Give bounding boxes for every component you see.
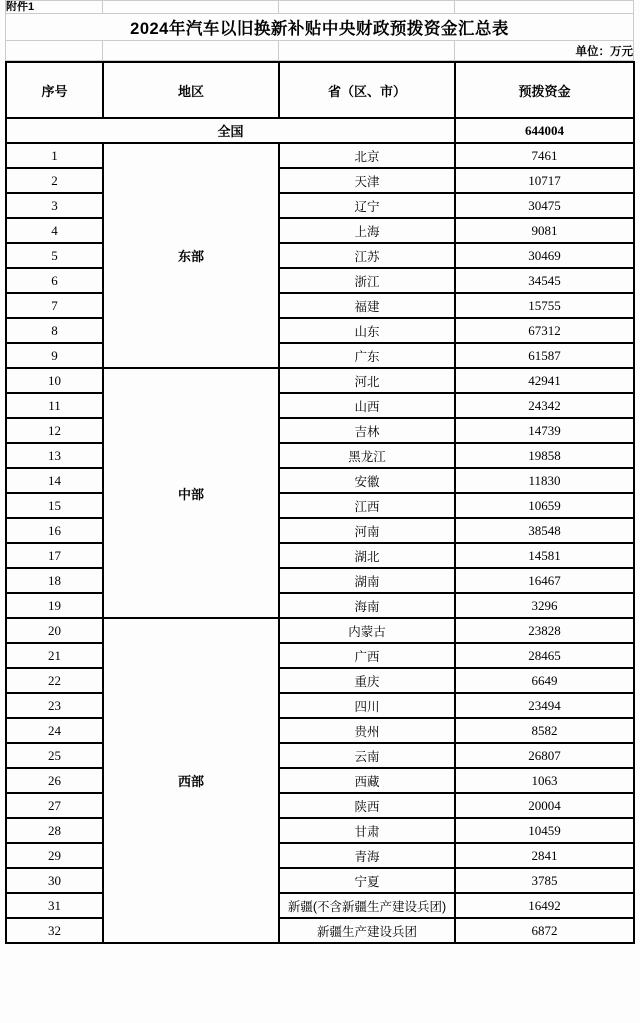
row-no: 9 <box>6 343 103 368</box>
table-row <box>6 593 634 618</box>
row-no: 21 <box>6 643 103 668</box>
table-row <box>6 493 634 518</box>
table-row <box>6 543 634 568</box>
table-row <box>6 193 634 218</box>
table-row <box>6 918 634 943</box>
province-cell: 广东 <box>279 343 455 368</box>
province-cell: 江西 <box>279 493 455 518</box>
table-header-row <box>6 62 634 118</box>
row-no: 12 <box>6 418 103 443</box>
table-row <box>6 568 634 593</box>
province-cell: 陕西 <box>279 793 455 818</box>
row-no: 4 <box>6 218 103 243</box>
attachment-label: 附件1 <box>6 1 103 14</box>
province-cell: 河南 <box>279 518 455 543</box>
funds-cell: 30475 <box>455 193 634 218</box>
row-no: 6 <box>6 268 103 293</box>
row-no: 28 <box>6 818 103 843</box>
province-cell: 吉林 <box>279 418 455 443</box>
row-no: 16 <box>6 518 103 543</box>
row-no: 25 <box>6 743 103 768</box>
province-cell: 青海 <box>279 843 455 868</box>
funds-cell: 42941 <box>455 368 634 393</box>
region-cell: 中部 <box>103 368 279 618</box>
table-row <box>6 218 634 243</box>
grid-cell <box>455 1 634 14</box>
province-cell: 海南 <box>279 593 455 618</box>
grid-cell <box>6 41 103 61</box>
province-cell: 新疆生产建设兵团 <box>279 918 455 943</box>
province-cell: 重庆 <box>279 668 455 693</box>
province-cell: 四川 <box>279 693 455 718</box>
funds-cell: 10659 <box>455 493 634 518</box>
province-cell: 云南 <box>279 743 455 768</box>
table-row <box>6 718 634 743</box>
total-label: 全国 <box>6 118 455 143</box>
funds-cell: 10717 <box>455 168 634 193</box>
funds-cell: 10459 <box>455 818 634 843</box>
row-no: 13 <box>6 443 103 468</box>
row-no: 24 <box>6 718 103 743</box>
table-row <box>6 343 634 368</box>
row-no: 2 <box>6 168 103 193</box>
province-cell: 湖南 <box>279 568 455 593</box>
table-row <box>6 143 634 168</box>
province-cell: 山东 <box>279 318 455 343</box>
table-row <box>6 643 634 668</box>
col-header-no: 序号 <box>6 62 103 118</box>
province-cell: 北京 <box>279 143 455 168</box>
funds-cell: 23494 <box>455 693 634 718</box>
funds-cell: 23828 <box>455 618 634 643</box>
funds-cell: 24342 <box>455 393 634 418</box>
funds-cell: 19858 <box>455 443 634 468</box>
funds-cell: 7461 <box>455 143 634 168</box>
funds-table <box>5 61 635 944</box>
table-row <box>6 168 634 193</box>
row-no: 11 <box>6 393 103 418</box>
province-cell: 安徽 <box>279 468 455 493</box>
table-row <box>6 768 634 793</box>
row-no: 7 <box>6 293 103 318</box>
funds-cell: 34545 <box>455 268 634 293</box>
table-row <box>6 743 634 768</box>
province-cell: 福建 <box>279 293 455 318</box>
row-no: 22 <box>6 668 103 693</box>
col-header-region: 地区 <box>103 62 279 118</box>
table-row <box>6 468 634 493</box>
funds-cell: 28465 <box>455 643 634 668</box>
row-no: 23 <box>6 693 103 718</box>
table-row <box>6 243 634 268</box>
table-row <box>6 518 634 543</box>
province-cell: 广西 <box>279 643 455 668</box>
province-cell: 甘肃 <box>279 818 455 843</box>
province-cell: 江苏 <box>279 243 455 268</box>
funds-cell: 3785 <box>455 868 634 893</box>
funds-cell: 2841 <box>455 843 634 868</box>
unit-label: 单位：万元 <box>455 41 634 61</box>
funds-cell: 14581 <box>455 543 634 568</box>
province-cell: 河北 <box>279 368 455 393</box>
funds-cell: 9081 <box>455 218 634 243</box>
total-row <box>6 118 634 143</box>
funds-cell: 16492 <box>455 893 634 918</box>
table-row <box>6 618 634 643</box>
province-cell: 西藏 <box>279 768 455 793</box>
province-cell: 新疆(不含新疆生产建设兵团) <box>279 893 455 918</box>
province-cell: 湖北 <box>279 543 455 568</box>
grid-cell <box>279 41 455 61</box>
row-no: 27 <box>6 793 103 818</box>
page-title: 2024年汽车以旧换新补贴中央财政预拨资金汇总表 <box>6 14 634 41</box>
region-cell: 西部 <box>103 618 279 943</box>
row-no: 14 <box>6 468 103 493</box>
table-row <box>6 693 634 718</box>
funds-cell: 6649 <box>455 668 634 693</box>
funds-cell: 20004 <box>455 793 634 818</box>
row-no: 19 <box>6 593 103 618</box>
row-no: 3 <box>6 193 103 218</box>
row-no: 5 <box>6 243 103 268</box>
table-row <box>6 368 634 393</box>
province-cell: 浙江 <box>279 268 455 293</box>
province-cell: 山西 <box>279 393 455 418</box>
col-header-funds: 预拨资金 <box>455 62 634 118</box>
province-cell: 内蒙古 <box>279 618 455 643</box>
row-no: 20 <box>6 618 103 643</box>
province-cell: 黑龙江 <box>279 443 455 468</box>
table-row <box>6 268 634 293</box>
row-no: 18 <box>6 568 103 593</box>
row-no: 31 <box>6 893 103 918</box>
grid-cell <box>103 1 279 14</box>
attachment-row <box>6 1 634 14</box>
funds-cell: 15755 <box>455 293 634 318</box>
region-cell: 东部 <box>103 143 279 368</box>
table-row <box>6 818 634 843</box>
table-row <box>6 793 634 818</box>
table-row <box>6 893 634 918</box>
table-row <box>6 393 634 418</box>
funds-cell: 26807 <box>455 743 634 768</box>
funds-cell: 3296 <box>455 593 634 618</box>
funds-cell: 11830 <box>455 468 634 493</box>
grid-cell <box>103 41 279 61</box>
funds-cell: 30469 <box>455 243 634 268</box>
funds-cell: 67312 <box>455 318 634 343</box>
province-cell: 辽宁 <box>279 193 455 218</box>
row-no: 8 <box>6 318 103 343</box>
row-no: 26 <box>6 768 103 793</box>
total-value: 644004 <box>455 118 634 143</box>
funds-cell: 6872 <box>455 918 634 943</box>
row-no: 10 <box>6 368 103 393</box>
funds-cell: 14739 <box>455 418 634 443</box>
funds-cell: 38548 <box>455 518 634 543</box>
table-row <box>6 868 634 893</box>
row-no: 1 <box>6 143 103 168</box>
row-no: 30 <box>6 868 103 893</box>
table-row <box>6 668 634 693</box>
funds-cell: 1063 <box>455 768 634 793</box>
table-row <box>6 318 634 343</box>
province-cell: 上海 <box>279 218 455 243</box>
row-no: 32 <box>6 918 103 943</box>
province-cell: 宁夏 <box>279 868 455 893</box>
funds-cell: 61587 <box>455 343 634 368</box>
province-cell: 天津 <box>279 168 455 193</box>
header-grid <box>5 0 634 61</box>
table-row <box>6 293 634 318</box>
row-no: 29 <box>6 843 103 868</box>
funds-cell: 16467 <box>455 568 634 593</box>
funds-cell: 8582 <box>455 718 634 743</box>
table-row <box>6 418 634 443</box>
table-row <box>6 443 634 468</box>
title-row <box>6 14 634 41</box>
table-row <box>6 843 634 868</box>
unit-row <box>6 41 634 61</box>
row-no: 15 <box>6 493 103 518</box>
province-cell: 贵州 <box>279 718 455 743</box>
row-no: 17 <box>6 543 103 568</box>
grid-cell <box>279 1 455 14</box>
col-header-province: 省（区、市） <box>279 62 455 118</box>
